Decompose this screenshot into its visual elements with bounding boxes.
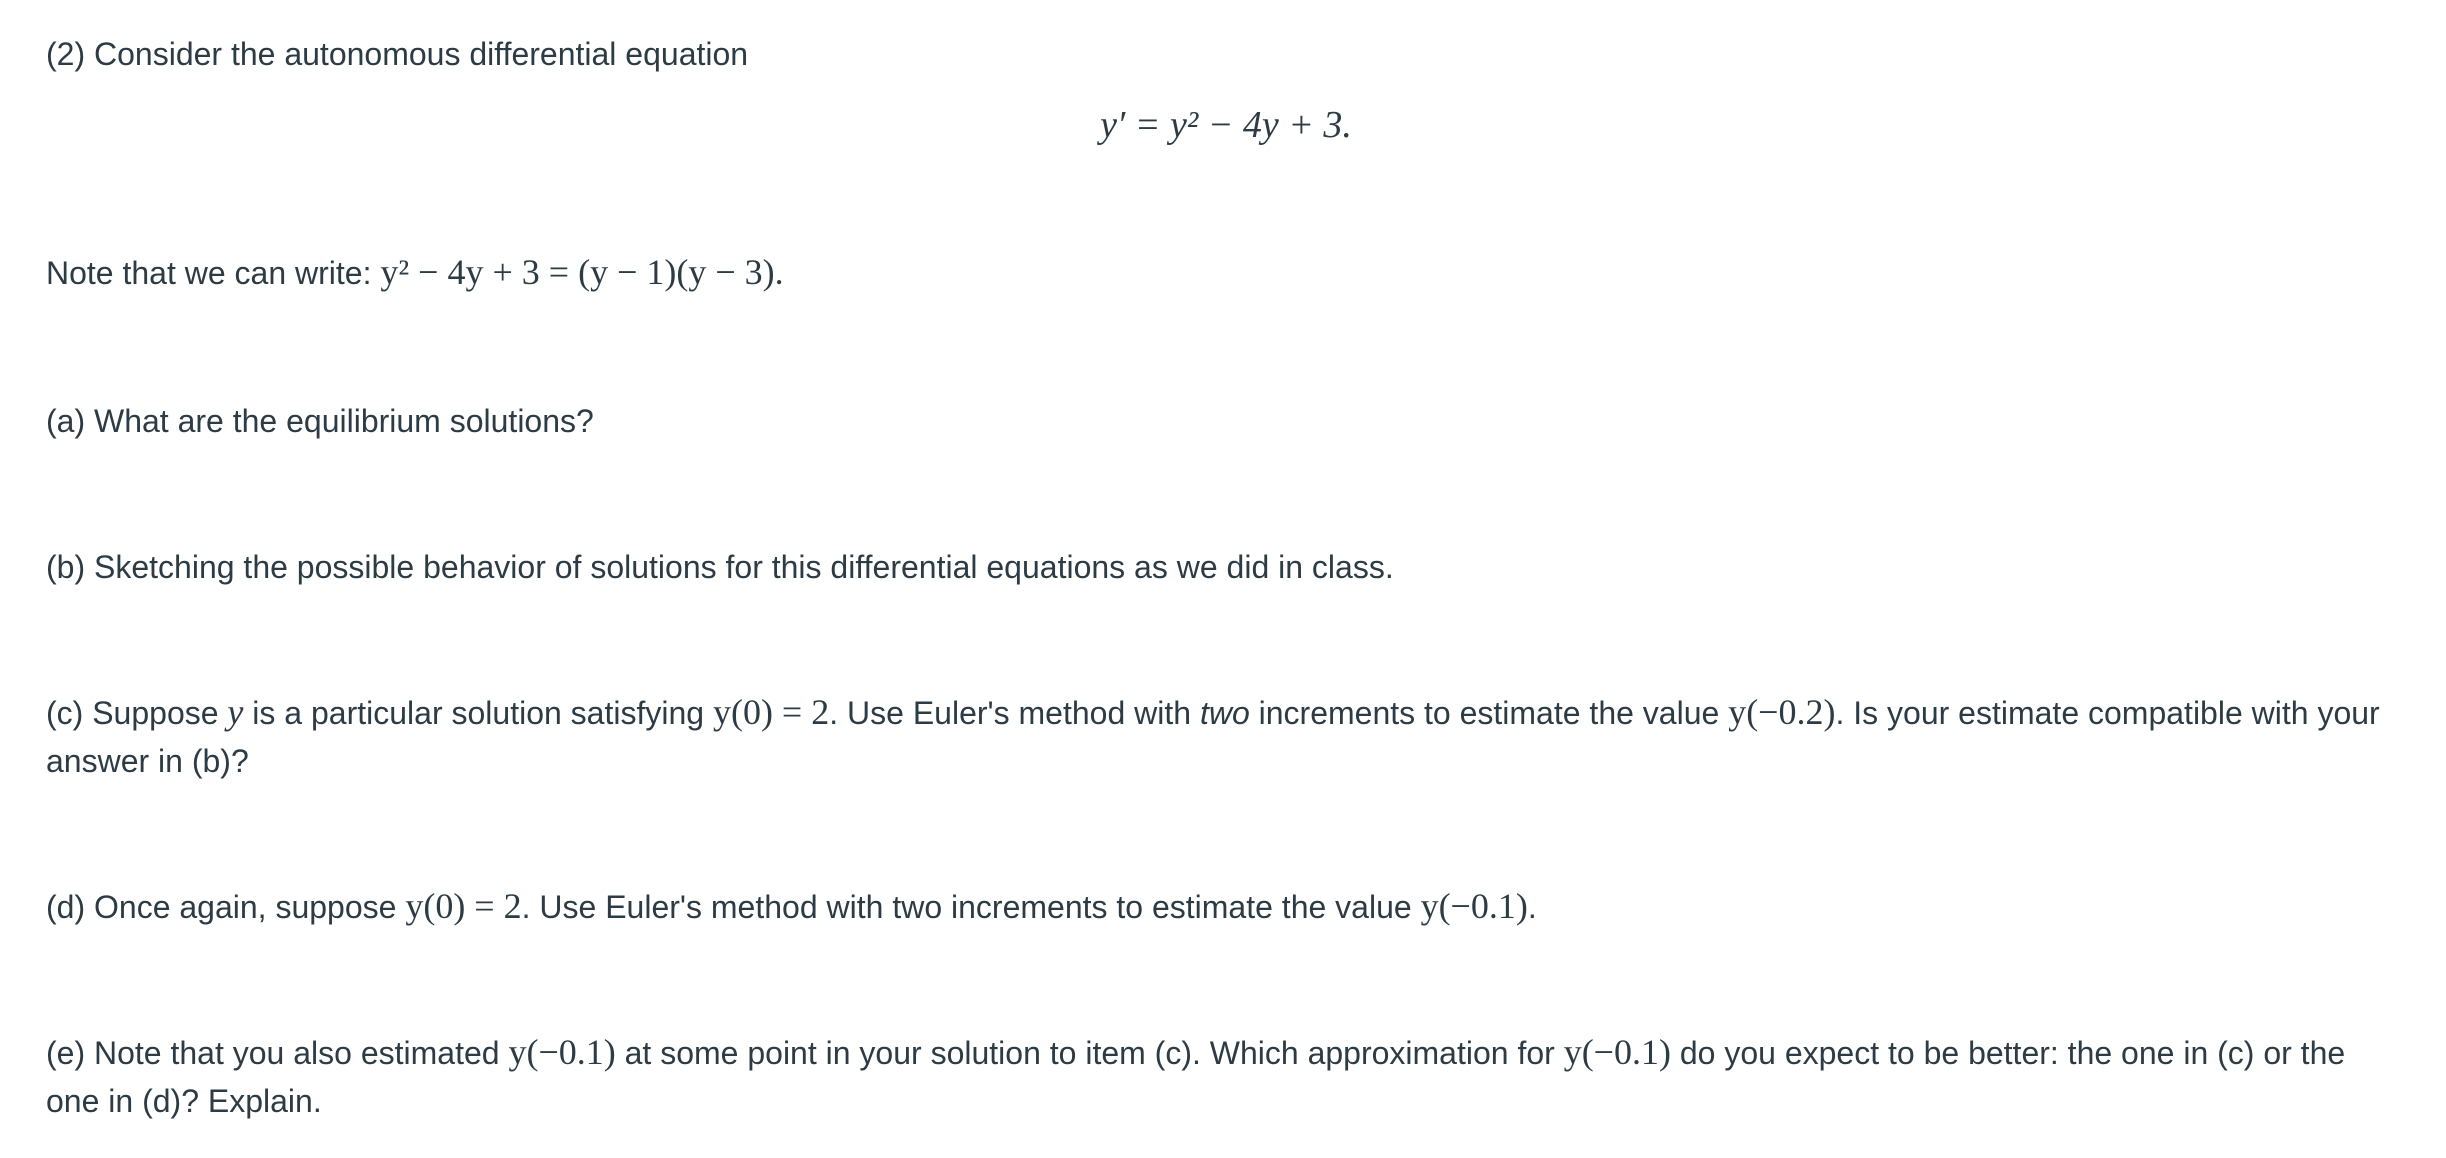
part-e-math-2: y(−0.1) <box>1563 1032 1671 1072</box>
note-label: Note that we can write: <box>46 255 381 291</box>
part-c-text-1: (c) Suppose <box>46 695 228 731</box>
part-d-math-1: y(0) = 2 <box>405 886 522 926</box>
part-c-text-5: . Is your estimate compatible with your answer in (b)? <box>46 695 2380 779</box>
part-e-text-2: at some point in your solution to item (c). Which approximation for <box>615 1035 1564 1071</box>
note-math: y² − 4y + 3 = (y − 1)(y − 3). <box>380 252 784 292</box>
part-c-math-1: y <box>227 692 244 732</box>
part-d-text-3: . <box>1527 889 1537 925</box>
part-c-text-2: is a particular solution satisfying <box>243 695 713 731</box>
part-d-math-2: y(−0.1) <box>1420 886 1528 926</box>
part-e <box>46 1028 2406 1125</box>
problem-intro-text: (2) Consider the autonomous differential equation <box>46 36 749 72</box>
part-d <box>46 882 2406 931</box>
part-c-math-3: y(−0.2) <box>1728 692 1836 732</box>
part-c-text-4: increments to estimate the value <box>1249 695 1729 731</box>
part-c-math-2: y(0) = 2 <box>712 692 830 732</box>
part-b <box>46 543 2406 591</box>
part-d-text-2: . Use Euler's method with two increments to estimate the value <box>521 889 1421 925</box>
part-e-math-1: y(−0.1) <box>508 1032 616 1072</box>
part-b-text: (b) Sketching the possible behavior of solutions for this differential equations as we did in class. <box>46 549 1394 585</box>
part-a <box>46 397 2406 445</box>
part-a-text: (a) What are the equilibrium solutions? <box>46 403 594 439</box>
part-c-text-3: . Use Euler's method with <box>829 695 1200 731</box>
part-c <box>46 688 2406 785</box>
part-e-text-3: do you expect to be better: the one in (c) or the one in (d)? Explain. <box>46 1035 2346 1119</box>
part-d-text-1: (d) Once again, suppose <box>46 889 406 925</box>
problem-intro <box>46 30 2406 78</box>
display-equation <box>46 98 2406 152</box>
part-c-emphasis: two <box>1199 695 1250 731</box>
part-e-text-1: (e) Note that you also estimated <box>46 1035 509 1071</box>
factorization-note <box>46 248 2406 297</box>
display-equation-math: y′ = y² − 4y + 3. <box>1100 104 1352 146</box>
